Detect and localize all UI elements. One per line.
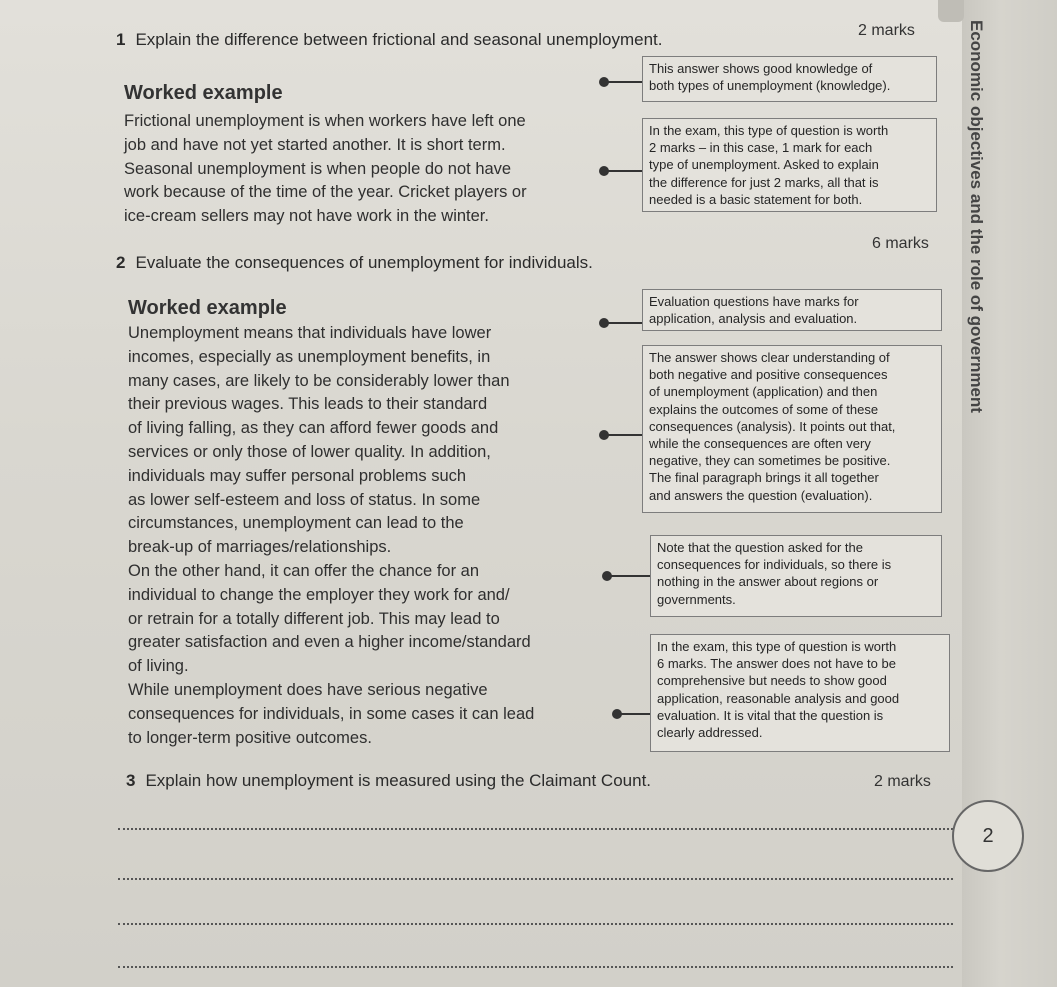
answer-line[interactable] <box>118 966 953 968</box>
question-1: 1 Explain the difference between frictional and seasonal unemployment. <box>116 30 663 49</box>
margin-note: The answer shows clear understanding of both negative and positive consequences of unemployment (application) and then explains the outcomes of some of these consequences (analysis). It points out that, while the consequences are often very negative, they can sometimes be positive. The final paragraph brings it all together and answers the question (evaluation). <box>642 345 942 513</box>
score-circle: 2 <box>952 800 1024 872</box>
note-connector <box>604 81 642 83</box>
note-connector <box>617 713 650 715</box>
margin-note: Note that the question asked for the consequences for individuals, so there is nothing in the answer about regions or governments. <box>650 535 942 617</box>
sidebar-chapter-title: Economic objectives and the role of government <box>967 20 986 413</box>
answer-line[interactable] <box>118 878 953 880</box>
note-connector <box>604 434 642 436</box>
question-1-marks: 2 marks <box>858 22 915 39</box>
margin-note: In the exam, this type of question is worth 6 marks. The answer does not have to be comprehensive but needs to show good application, reasonable analysis and good evaluation. It is vital that the question is clearly addressed. <box>650 634 950 752</box>
answer-line[interactable] <box>118 923 953 925</box>
answer-line[interactable] <box>118 828 953 830</box>
page-tab-marker <box>938 0 964 22</box>
margin-note: Evaluation questions have marks for application, analysis and evaluation. <box>642 289 942 331</box>
question-3: 3 Explain how unemployment is measured using the Claimant Count. <box>126 771 652 790</box>
question-2-marks: 6 marks <box>872 235 929 252</box>
question-3-marks: 2 marks <box>874 773 931 790</box>
note-connector <box>604 170 642 172</box>
margin-note: In the exam, this type of question is worth 2 marks – in this case, 1 mark for each type of unemployment. Asked to explain the difference for just 2 marks, all that is needed is a basic statement for both. <box>642 118 937 212</box>
answer-2: Unemployment means that individuals have lower incomes, especially as unemployment benefits, in many cases, are likely to be considerably lower than their previous wages. This leads to their standard of living falling, as they can afford fewer goods and services or only those of lower quality. In addition, individuals may suffer personal problems such as lower self-esteem and loss of status. In some circumstances, unemployment can lead to the break-up of marriages/relationships. On the other hand, it can offer the chance for an individual to change the employer they work for and/ or retrain for a totally different job. This may lead to greater satisfaction and even a higher income/standard of living. While unemployment does have serious negative consequences for individuals, in some cases it can lead to longer-term positive outcomes. <box>128 324 535 747</box>
note-connector <box>607 575 650 577</box>
worked-example-title-2: Worked example <box>128 297 287 319</box>
note-connector <box>604 322 642 324</box>
answer-1: Frictional unemployment is when workers have left one job and have not yet started another. It is short term. Seasonal unemployment is when people do not have work because of the time of the year. Cricket players or ice-cream sellers may not have work in the winter. <box>124 112 527 226</box>
question-2: 2 Evaluate the consequences of unemployment for individuals. <box>116 253 593 272</box>
margin-note: This answer shows good knowledge of both types of unemployment (knowledge). <box>642 56 937 102</box>
worked-example-title-1: Worked example <box>124 82 283 104</box>
